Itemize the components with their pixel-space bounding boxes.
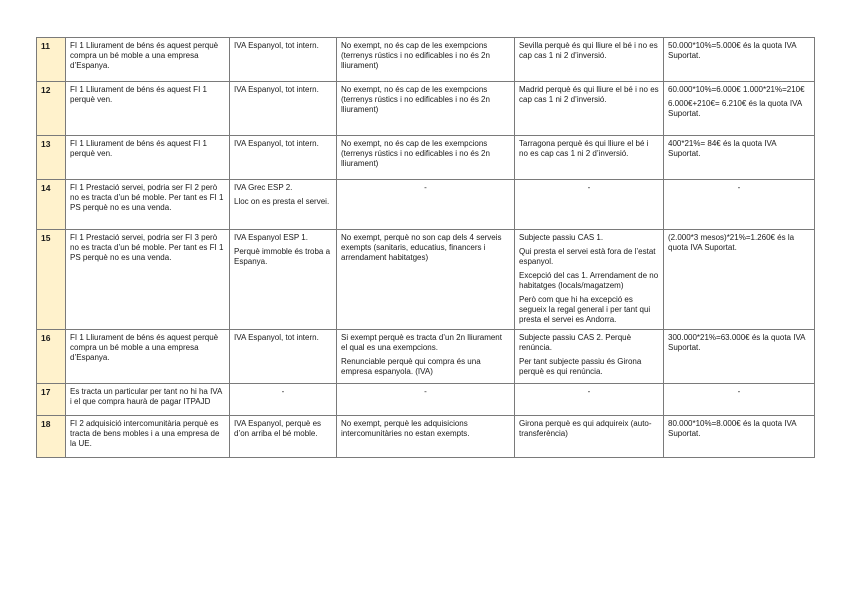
cell-c3 (337, 82, 515, 136)
cell-c2 (230, 180, 337, 230)
cell-paragraph: (2.000*3 mesos)*21%=1.260€ és la quota IVA Suportat. (668, 233, 795, 252)
cell-c2 (230, 136, 337, 180)
cell-c2 (230, 38, 337, 82)
row-number-cell: 12 (37, 82, 66, 136)
cell-c5 (664, 330, 815, 384)
cell-paragraph: Es tracta un particular per tant no hi ha IVA i el que compra haurà de pagar ITPAJD (70, 387, 222, 406)
cell-c1 (66, 330, 230, 384)
cell-paragraph: Perquè immoble és troba a Espanya. (234, 247, 331, 266)
cell-c4 (515, 82, 664, 136)
cell-c1 (66, 416, 230, 458)
cell-c5 (664, 82, 815, 136)
table-row (37, 416, 815, 458)
cell-c1 (66, 82, 230, 136)
cell-c5 (664, 180, 815, 230)
cell-paragraph: Tarragona perquè és qui lliure el bé i no es cap cas 1 ni 2 d’inversió. (519, 139, 649, 158)
cell-c5 (664, 230, 815, 330)
cell-paragraph: Sevilla perquè és qui lliure el bé i no es cap cas 1 ni 2 d’inversió. (519, 41, 658, 60)
row-number-cell: 13 (37, 136, 66, 180)
cell-paragraph: FI 1 Lliurament de béns és aquest FI 1 perquè ven. (70, 85, 207, 104)
row-number-cell: 18 (37, 416, 66, 458)
cell-c3 (337, 416, 515, 458)
cell-paragraph: 6.000€+210€= 6.210€ és la quota IVA Suportat. (668, 99, 802, 118)
cell-paragraph: FI 2 adquisició intercomunitària perquè es tracta de bens mobles i a una empresa de la UE. (70, 419, 220, 448)
cell-paragraph: FI 1 Prestació servei, podria ser FI 3 però no es tracta d’un bé moble. Per tant es FI 1 PS perquè no es una venda. (70, 233, 224, 262)
table-row (37, 180, 815, 230)
row-number-cell: 17 (37, 384, 66, 416)
cell-paragraph: - (281, 387, 285, 396)
cell-paragraph: No exempt, perquè les adquisicions intercomunitàries no estan exempts. (341, 419, 470, 438)
cell-paragraph: FI 1 Prestació servei, podria ser FI 2 però no es tracta d’un bé moble. Per tant es FI 1 PS perquè no es una venda. (70, 183, 224, 212)
table-body (37, 38, 815, 458)
cell-paragraph: - (424, 387, 427, 396)
cell-c2 (230, 230, 337, 330)
cell-c2 (230, 416, 337, 458)
cell-paragraph: 300.000*21%=63.000€ és la quota IVA Suportat. (668, 333, 806, 352)
cell-c3 (337, 136, 515, 180)
row-number-cell: 15 (37, 230, 66, 330)
cell-c1 (66, 384, 230, 416)
table-row (37, 330, 815, 384)
cell-paragraph: IVA Espanyol, perquè es d’on arriba el bé moble. (234, 419, 322, 438)
cell-paragraph: - (737, 183, 741, 192)
cell-paragraph: IVA Espanyol, tot intern. (234, 41, 319, 50)
cell-paragraph: 50.000*10%=5.000€ és la quota IVA Suportat. (668, 41, 797, 60)
cell-c3 (337, 38, 515, 82)
cell-c4 (515, 230, 664, 330)
cell-paragraph: - (737, 387, 741, 396)
cell-c2 (230, 82, 337, 136)
cell-paragraph: IVA Espanyol, tot intern. (234, 333, 319, 342)
cell-paragraph: Renunciable perquè qui compra és una empresa espanyola. (IVA) (341, 357, 481, 376)
cell-paragraph: IVA Espanyol, tot intern. (234, 139, 319, 148)
cell-c1 (66, 180, 230, 230)
cell-c4 (515, 38, 664, 82)
cell-c4 (515, 384, 664, 416)
cell-c5 (664, 416, 815, 458)
cell-paragraph: Per tant subjecte passiu és Girona perquè es qui renúncia. (519, 357, 642, 376)
cell-paragraph: - (587, 183, 591, 192)
cell-paragraph: Excepció del cas 1. Arrendament de no habitatges (locals/magatzem) (519, 271, 659, 290)
cell-c3 (337, 330, 515, 384)
cell-c1 (66, 38, 230, 82)
row-number-cell: 16 (37, 330, 66, 384)
table-row (37, 230, 815, 330)
cell-paragraph: Lloc on es presta el servei. (234, 197, 330, 206)
cell-paragraph: Qui presta el servei està fora de l’estat espanyol. (519, 247, 656, 266)
cell-paragraph: 80.000*10%=8.000€ és la quota IVA Suportat. (668, 419, 797, 438)
cell-c5 (664, 38, 815, 82)
cell-paragraph: Madrid perquè és qui lliure el bé i no es cap cas 1 ni 2 d’inversió. (519, 85, 659, 104)
cell-paragraph: IVA Espanyol ESP 1. (234, 233, 308, 242)
cell-paragraph: 400*21%= 84€ és la quota IVA Suportat. (668, 139, 777, 158)
cell-c3 (337, 230, 515, 330)
cell-paragraph: FI 1 Lliurament de béns és aquest perquè compra un bé moble a una empresa d’Espanya. (70, 41, 219, 70)
cell-paragraph: - (424, 183, 427, 192)
answers-table (36, 37, 815, 458)
cell-c5 (664, 136, 815, 180)
row-number-cell: 11 (37, 38, 66, 82)
cell-paragraph: 60.000*10%=6.000€ 1.000*21%=210€ (668, 85, 805, 94)
cell-paragraph: FI 1 Lliurament de béns és aquest perquè compra un bé moble a una empresa d’Espanya. (70, 333, 219, 362)
table-row (37, 38, 815, 82)
cell-c3 (337, 180, 515, 230)
cell-paragraph: No exempt, perquè no son cap dels 4 serveis exempts (sanitaris, educatius, financers i arrendament habitatges) (341, 233, 502, 262)
row-number-cell: 14 (37, 180, 66, 230)
cell-paragraph: No exempt, no és cap de les exempcions (terrenys rústics i no edificables i no és 2n lliurament) (341, 41, 490, 70)
cell-paragraph: Però com que hi ha excepció es segueix la regal general i per tant qui presta el servei es Andorra. (519, 295, 651, 324)
cell-c3 (337, 384, 515, 416)
cell-paragraph: No exempt, no és cap de les exempcions (terrenys rústics i no edificables i no és 2n lliurament) (341, 85, 490, 114)
cell-paragraph: IVA Grec ESP 2. (234, 183, 293, 192)
cell-c5 (664, 384, 815, 416)
cell-c4 (515, 136, 664, 180)
table-row (37, 136, 815, 180)
cell-c1 (66, 230, 230, 330)
cell-paragraph: Si exempt perquè es tracta d’un 2n lliurament el qual es una exempcions. (341, 333, 502, 352)
cell-paragraph: FI 1 Lliurament de béns és aquest FI 1 perquè ven. (70, 139, 207, 158)
cell-c2 (230, 384, 337, 416)
cell-c2 (230, 330, 337, 384)
cell-paragraph: Subjecte passiu CAS 2. Perquè renúncia. (519, 333, 632, 352)
cell-paragraph: IVA Espanyol, tot intern. (234, 85, 319, 94)
cell-paragraph: No exempt, no és cap de les exempcions (terrenys rústics i no edificables i no és 2n lliurament) (341, 139, 490, 168)
cell-paragraph: Subjecte passiu CAS 1. (519, 233, 604, 242)
table-row (37, 82, 815, 136)
table-row (37, 384, 815, 416)
cell-c4 (515, 416, 664, 458)
cell-c4 (515, 330, 664, 384)
cell-paragraph: - (587, 387, 591, 396)
cell-c1 (66, 136, 230, 180)
cell-c4 (515, 180, 664, 230)
cell-paragraph: Girona perquè es qui adquireix (auto-transferència) (519, 419, 652, 438)
